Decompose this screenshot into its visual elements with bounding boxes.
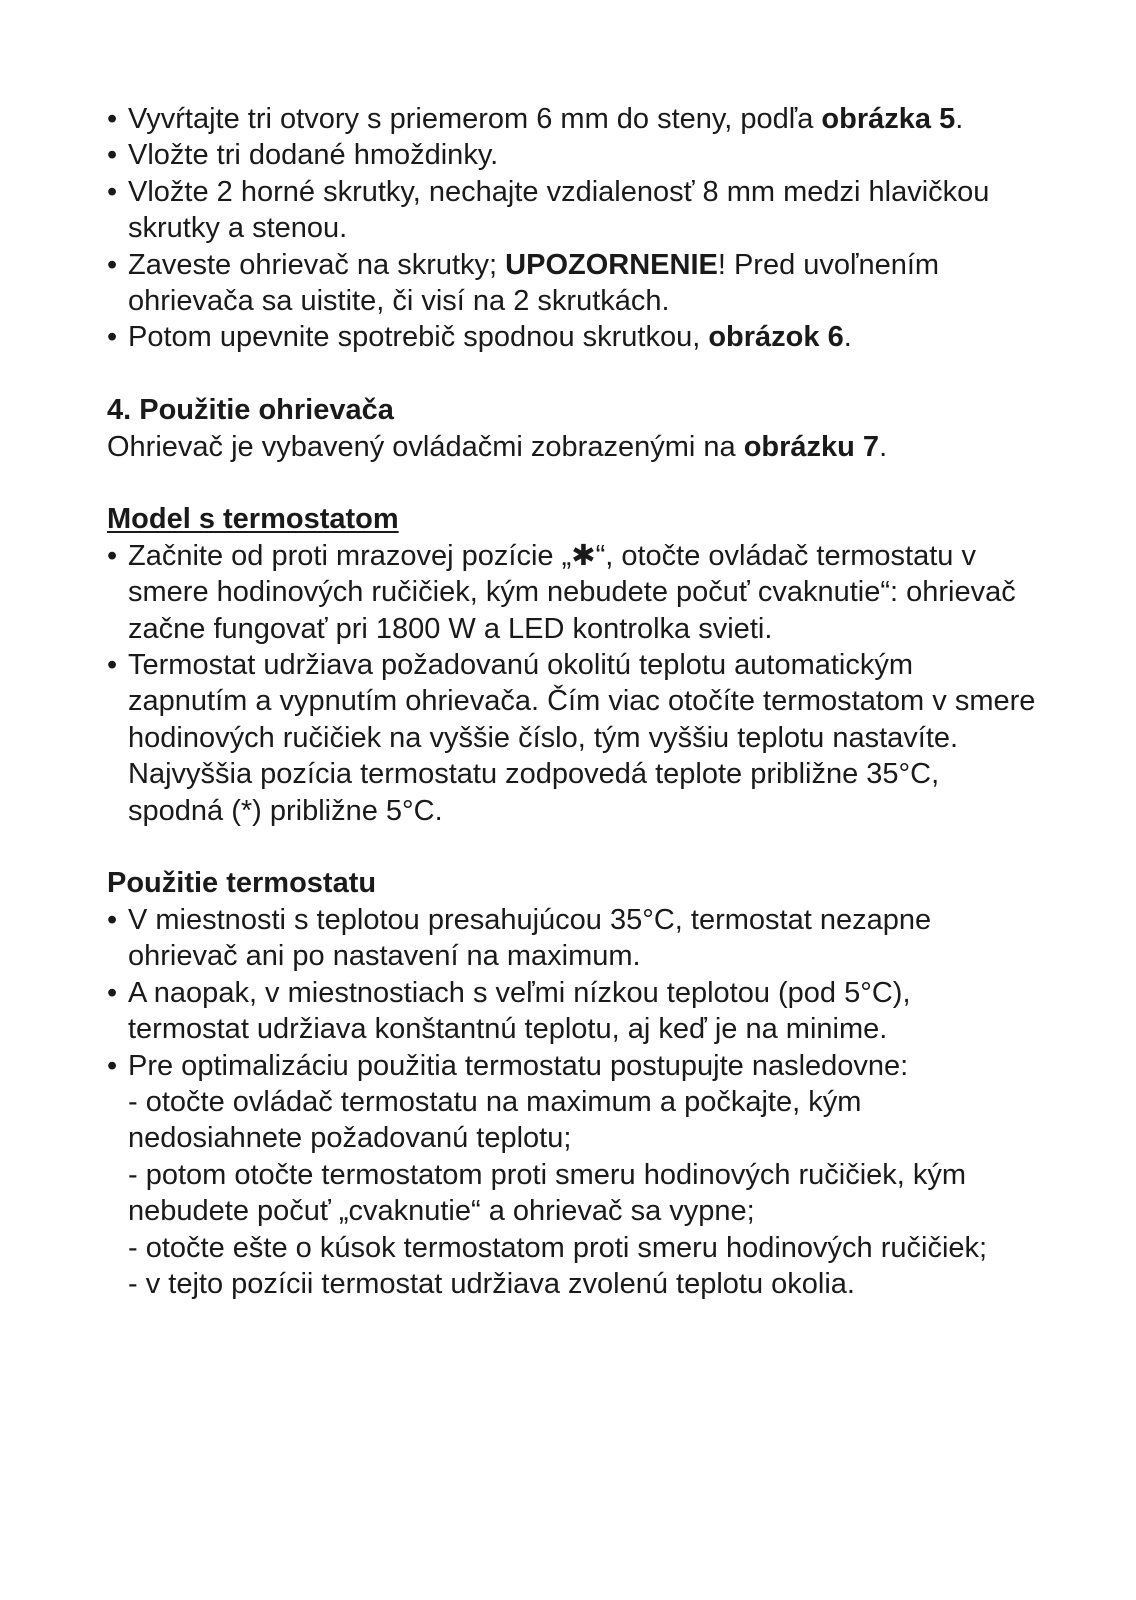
item-text: Vyvŕtajte tri otvory s priemerom 6 mm do steny, podľa (128, 103, 822, 135)
section-heading: 4. Použitie ohrievača (107, 394, 394, 427)
paragraph-text: . (879, 430, 888, 463)
bullet: • (107, 539, 118, 572)
bullet: • (107, 321, 118, 354)
item-text: “, otočte ovládač termostatu v smere hodinových ručičiek, kým nebudete počuť cvaknutie“: ohrievač začne fungovať pri 1800 W a LED kontrolka svieti. (128, 539, 1016, 645)
spacer (107, 465, 1037, 501)
list-item (107, 319, 1037, 355)
subsection-heading: Použitie termostatu (107, 867, 377, 900)
list-item (107, 1048, 1037, 1084)
subsection-heading (107, 501, 1037, 537)
step-item: - otočte ovládač termostatu na maximum a počkajte, kým nedosiahnete požadovanú teplotu; (128, 1085, 862, 1155)
list-item (107, 538, 1037, 647)
spacer (107, 356, 1037, 392)
step-item: - otočte ešte o kúsok termostatom proti smeru hodinových ručičiek; (128, 1231, 988, 1264)
item-text: V miestnosti s teplotou presahujúcou 35°C, termostat nezapne ohrievač ani po nastavení na maximum. (128, 903, 932, 973)
list-item (107, 975, 1037, 1048)
bullet: • (107, 903, 118, 936)
list-item (107, 902, 1037, 975)
item-text: . (955, 103, 964, 135)
item-text: . (843, 321, 852, 354)
paragraph-text: Ohrievač je vybavený ovládačmi zobrazenými na (107, 430, 744, 463)
list-item (107, 137, 1037, 173)
item-text: ! Pred uvoľnením ohrievača sa uistite, či visí na 2 skrutkách. (128, 248, 940, 318)
figure-reference: obrázku 7 (743, 430, 880, 463)
list-item (107, 101, 1037, 137)
figure-reference: obrázok 6 (708, 321, 844, 354)
step-item: - potom otočte termostatom proti smeru hodinových ručičiek, kým nebudete počuť „cvaknutie“ a ohrievač sa vypne; (128, 1158, 967, 1228)
bullet: • (107, 175, 118, 208)
list-item (107, 247, 1037, 320)
bullet: • (107, 1049, 118, 1082)
figure-reference: obrázka 5 (821, 103, 956, 135)
item-text: Pre optimalizáciu použitia termostatu postupujte nasledovne: (128, 1049, 909, 1082)
frost-icon: ✱ (571, 539, 596, 572)
item-text: Zaveste ohrievač na skrutky; (128, 248, 506, 281)
list-item (107, 174, 1037, 247)
item-text: Termostat udržiava požadovanú okolitú teplotu automatickým zapnutím a vypnutím ohrievača. Čím viac otočíte termostatom v smere hodinových ručičiek na vyššie číslo, tým vyššiu teplotu nastavíte. Najvyššia pozícia termostatu zodpovedá teplote približne 35°C, spodná (*) približne 5°C. (128, 649, 1036, 827)
step-item: - v tejto pozícii termostat udržiava zvolenú teplotu okolia. (128, 1267, 855, 1300)
bullet: • (107, 649, 118, 682)
item-text: A naopak, v miestnostiach s veľmi nízkou teplotou (pod 5°C), termostat udržiava konštantnú teplotu, aj keď je na minime. (128, 976, 911, 1046)
warning-label: UPOZORNENIE (505, 248, 718, 281)
spacer (107, 829, 1037, 865)
list-item (107, 647, 1037, 829)
bullet: • (107, 139, 118, 172)
subsection-heading-text: Model s termostatom (107, 503, 399, 536)
item-text: Vložte tri dodané hmoždinky. (128, 139, 499, 172)
paragraph (107, 429, 1037, 465)
bullet: • (107, 976, 118, 1009)
item-text: Začnite od proti mrazovej pozície „ (128, 539, 572, 572)
item-text: Vložte 2 horné skrutky, nechajte vzdialenosť 8 mm medzi hlavičkou skrutky a stenou. (128, 175, 990, 245)
item-text: Potom upevnite spotrebič spodnou skrutkou, (128, 321, 709, 354)
bullet: • (107, 248, 118, 281)
bullet: • (107, 103, 118, 135)
manual-page (107, 101, 1037, 1302)
